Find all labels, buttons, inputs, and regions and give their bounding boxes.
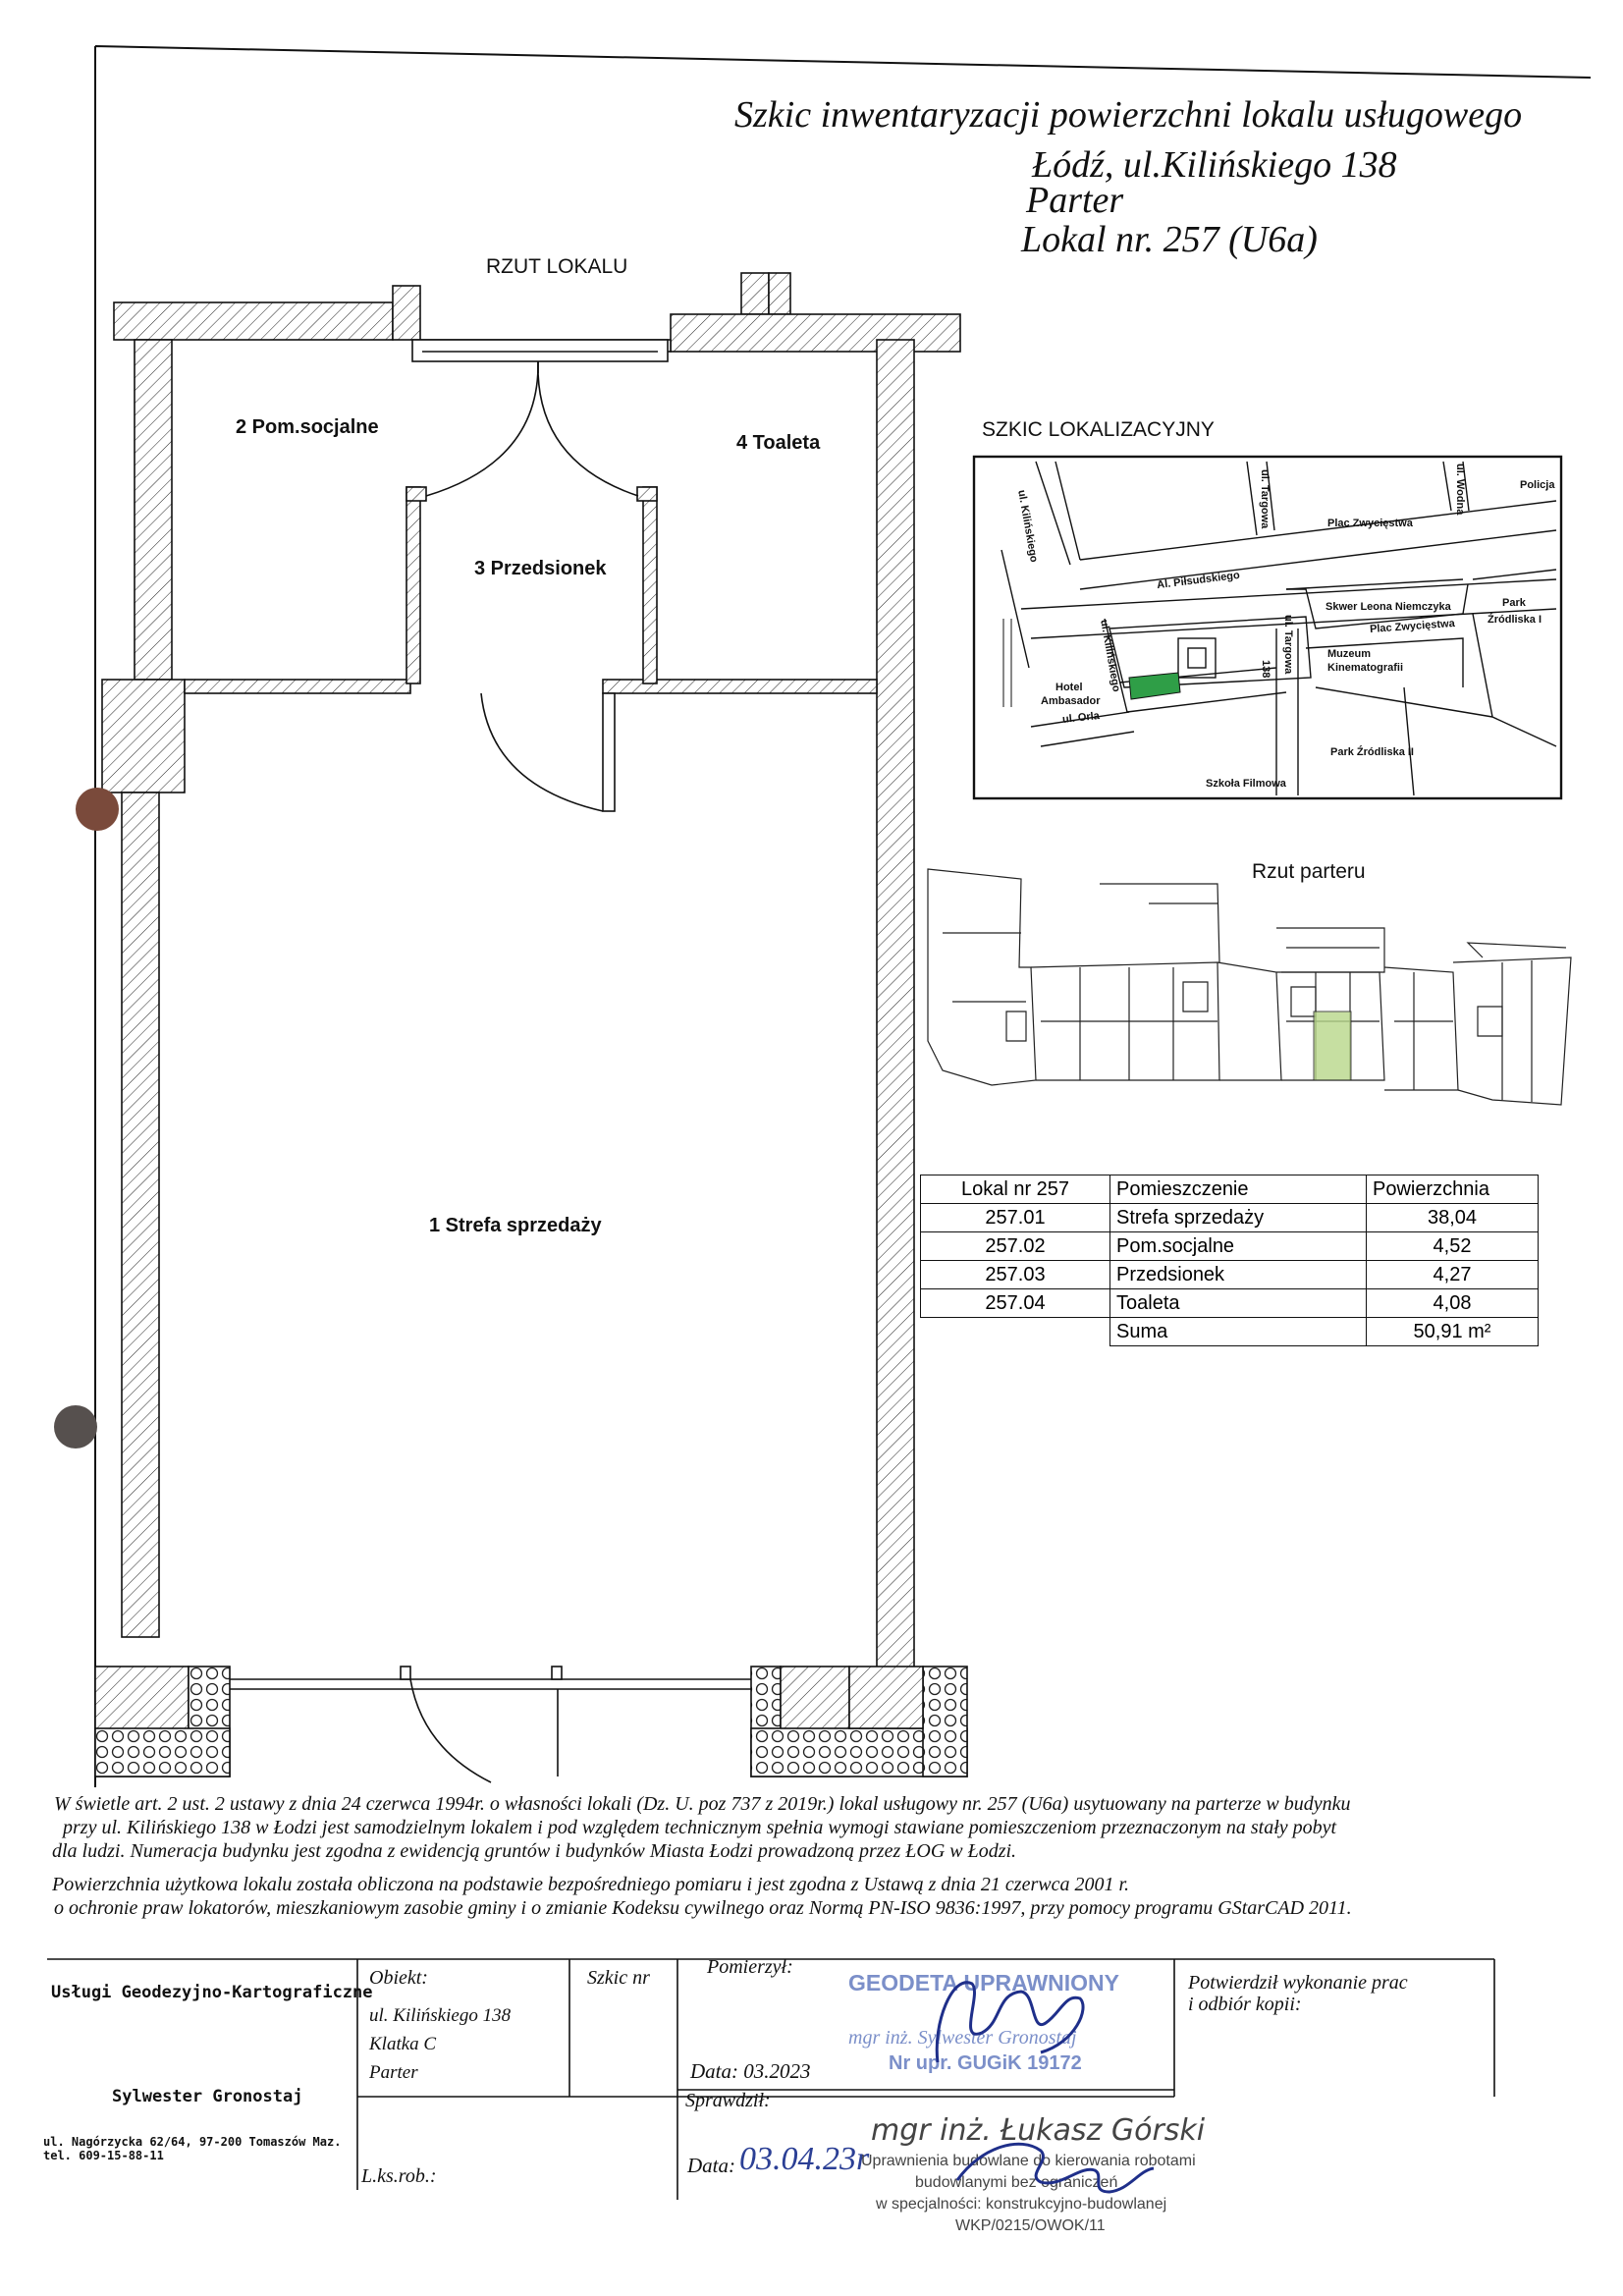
- map-label: Ambasador: [1041, 695, 1101, 707]
- map-label: Plac Zwycięstwa: [1369, 617, 1456, 636]
- room-label-toilet: 4 Toaleta: [736, 432, 821, 454]
- table-row: [921, 1289, 1539, 1318]
- table-header-row: [921, 1175, 1539, 1204]
- map-label: Plac Zwycięstwa: [1327, 518, 1413, 529]
- szkic-nr-label: Szkic nr: [587, 1967, 650, 1989]
- table-cell: 257.04: [921, 1289, 1110, 1318]
- map-label: 138: [1260, 660, 1271, 679]
- stamp-name: mgr inż. Sylwester Gronostaj: [848, 2027, 1077, 2049]
- map-label: ul. Orla: [1061, 710, 1101, 726]
- table-row: [921, 1232, 1539, 1261]
- obiekt-line: Klatka C: [369, 2034, 437, 2054]
- company-name: Usługi Geodezyjno-Kartograficzne: [51, 1983, 373, 2002]
- stamp2-line: budowlanymi bez ograniczeń: [915, 2174, 1118, 2191]
- document-title: Szkic inwentaryzacji powierzchni lokalu usługowego: [734, 94, 1523, 136]
- map-label: Skwer Leona Niemczyka: [1325, 601, 1451, 613]
- stamp2-line: Uprawnienia budowlane do kierowania robotami: [861, 2153, 1196, 2169]
- table-sum-row: [921, 1318, 1539, 1346]
- table-cell: Przedsionek: [1110, 1261, 1367, 1289]
- sum-value: 50,91 m²: [1367, 1318, 1539, 1346]
- potwierdzil-label: i odbiór kopii:: [1188, 1994, 1302, 2015]
- map-label: Muzeum: [1327, 648, 1371, 660]
- table-cell: Strefa sprzedaży: [1110, 1204, 1367, 1232]
- map-label: ul. Wodna: [1454, 464, 1466, 516]
- table-cell: 4,08: [1367, 1289, 1539, 1318]
- company-address: ul. Nagórzycka 62/64, 97-200 Tomaszów Maz.: [43, 2135, 342, 2149]
- lksrob-label: L.ks.rob.:: [361, 2165, 437, 2187]
- plot-highlight: [1129, 673, 1180, 699]
- obiekt-label: Obiekt:: [369, 1967, 428, 1989]
- note-line: przy ul. Kilińskiego 138 w Łodzi jest samodzielnym lokalem i pod względem technicznym spełnia wymogi stawiane pomieszczeniom przeznaczonym na stały pobyt: [63, 1817, 1337, 1838]
- floor-line: Parter: [1026, 180, 1124, 221]
- sum-label: Suma: [1110, 1318, 1367, 1346]
- obiekt-line: Parter: [369, 2062, 418, 2083]
- table-cell: 257.01: [921, 1204, 1110, 1232]
- unit-line: Lokal nr. 257 (U6a): [1021, 219, 1318, 260]
- table-cell: Toaleta: [1110, 1289, 1367, 1318]
- pomierzyl-label: Pomierzył:: [707, 1956, 793, 1978]
- punch-hole: [54, 1405, 97, 1449]
- room-label-social: 2 Pom.socjalne: [236, 416, 379, 438]
- note-line: o ochronie praw lokatorów, mieszkaniowym zasobie gminy i o zmianie Kodeksu cywilnego oraz Normą PN-ISO 9836:1997, przy pomocy programu GStarCAD 2011.: [54, 1897, 1352, 1919]
- note-line: dla ludzi. Numeracja budynku jest zgodna z ewidencją gruntów i budynków Miasta Łodzi prowadzoną przez ŁOG w Łodzi.: [52, 1840, 1017, 1862]
- map-label: ul. Kilińskiego: [1098, 619, 1122, 693]
- ground-floor-plan: [928, 869, 1571, 1105]
- location-heading: SZKIC LOKALIZACYJNY: [982, 418, 1215, 441]
- map-label: Hotel: [1055, 682, 1083, 693]
- table-header: Powierzchnia: [1367, 1175, 1539, 1204]
- address-line: Łódź, ul.Kilińskiego 138: [1032, 144, 1397, 186]
- map-label: Al. Piłsudskiego: [1156, 569, 1241, 592]
- stamp2-line: WKP/0215/OWOK/11: [955, 2217, 1106, 2234]
- map-label: Park: [1502, 597, 1526, 609]
- stamp-number: Nr upr. GUGiK 19172: [889, 2052, 1082, 2074]
- data1: Data: 03.2023: [690, 2059, 811, 2083]
- stamp-title: GEODETA UPRAWNIONY: [848, 1970, 1120, 1995]
- stamp2-name: mgr inż. Łukasz Górski: [871, 2113, 1206, 2148]
- table-cell: 257.02: [921, 1232, 1110, 1261]
- note-line: W świetle art. 2 ust. 2 ustawy z dnia 24 czerwca 1994r. o własności lokali (Dz. U. poz 737 z 2019r.) lokal usługowy nr. 257 (U6a) usytuowany na parterze w budynku: [54, 1793, 1351, 1815]
- plan-heading: RZUT LOKALU: [486, 255, 628, 278]
- map-label: ul. Targowa: [1259, 469, 1271, 529]
- map-label: Źródliska I: [1488, 614, 1542, 626]
- table-header: Pomieszczenie: [1110, 1175, 1367, 1204]
- map-label: Park Źródliska II: [1330, 746, 1414, 758]
- sprawdzil-label: Sprawdził:: [685, 2090, 771, 2111]
- map-label: ul. Kilińskiego: [1015, 489, 1040, 564]
- owner-name: Sylwester Gronostaj: [112, 2087, 303, 2106]
- data2-label: Data:: [687, 2154, 735, 2177]
- map-label: Kinematografii: [1327, 662, 1404, 674]
- room-label-sales: 1 Strefa sprzedaży: [429, 1215, 602, 1236]
- table-header: Lokal nr 257: [921, 1175, 1110, 1204]
- table-row: [921, 1261, 1539, 1289]
- map-label: Policja: [1520, 479, 1555, 491]
- unit-highlight: [1314, 1011, 1351, 1080]
- table-cell: 38,04: [1367, 1204, 1539, 1232]
- room-label-vestibule: 3 Przedsionek: [474, 558, 607, 579]
- note-line: Powierzchnia użytkowa lokalu została obliczona na podstawie bezpośredniego pomiaru i jest zgodna z Ustawą z dnia 21 czerwca 2001 r.: [52, 1874, 1130, 1895]
- table-cell: Pom.socjalne: [1110, 1232, 1367, 1261]
- punch-hole: [76, 788, 119, 831]
- table-cell: 4,52: [1367, 1232, 1539, 1261]
- ground-floor-heading: Rzut parteru: [1252, 860, 1366, 883]
- stamp2-line: w specjalności: konstrukcyjno-budowlanej: [876, 2196, 1167, 2213]
- map-label: ul. Targowa: [1282, 615, 1294, 675]
- table-cell: 257.03: [921, 1261, 1110, 1289]
- map-label: Szkoła Filmowa: [1206, 778, 1286, 790]
- floor-plan: [95, 273, 967, 1782]
- data2-handwritten: 03.04.23r: [739, 2141, 870, 2177]
- table-row: [921, 1204, 1539, 1232]
- area-table: [920, 1175, 1539, 1346]
- table-cell: 4,27: [1367, 1261, 1539, 1289]
- obiekt-line: ul. Kilińskiego 138: [369, 2005, 512, 2026]
- potwierdzil-label: Potwierdził wykonanie prac: [1188, 1972, 1408, 1994]
- company-phone: tel. 609-15-88-11: [43, 2149, 164, 2162]
